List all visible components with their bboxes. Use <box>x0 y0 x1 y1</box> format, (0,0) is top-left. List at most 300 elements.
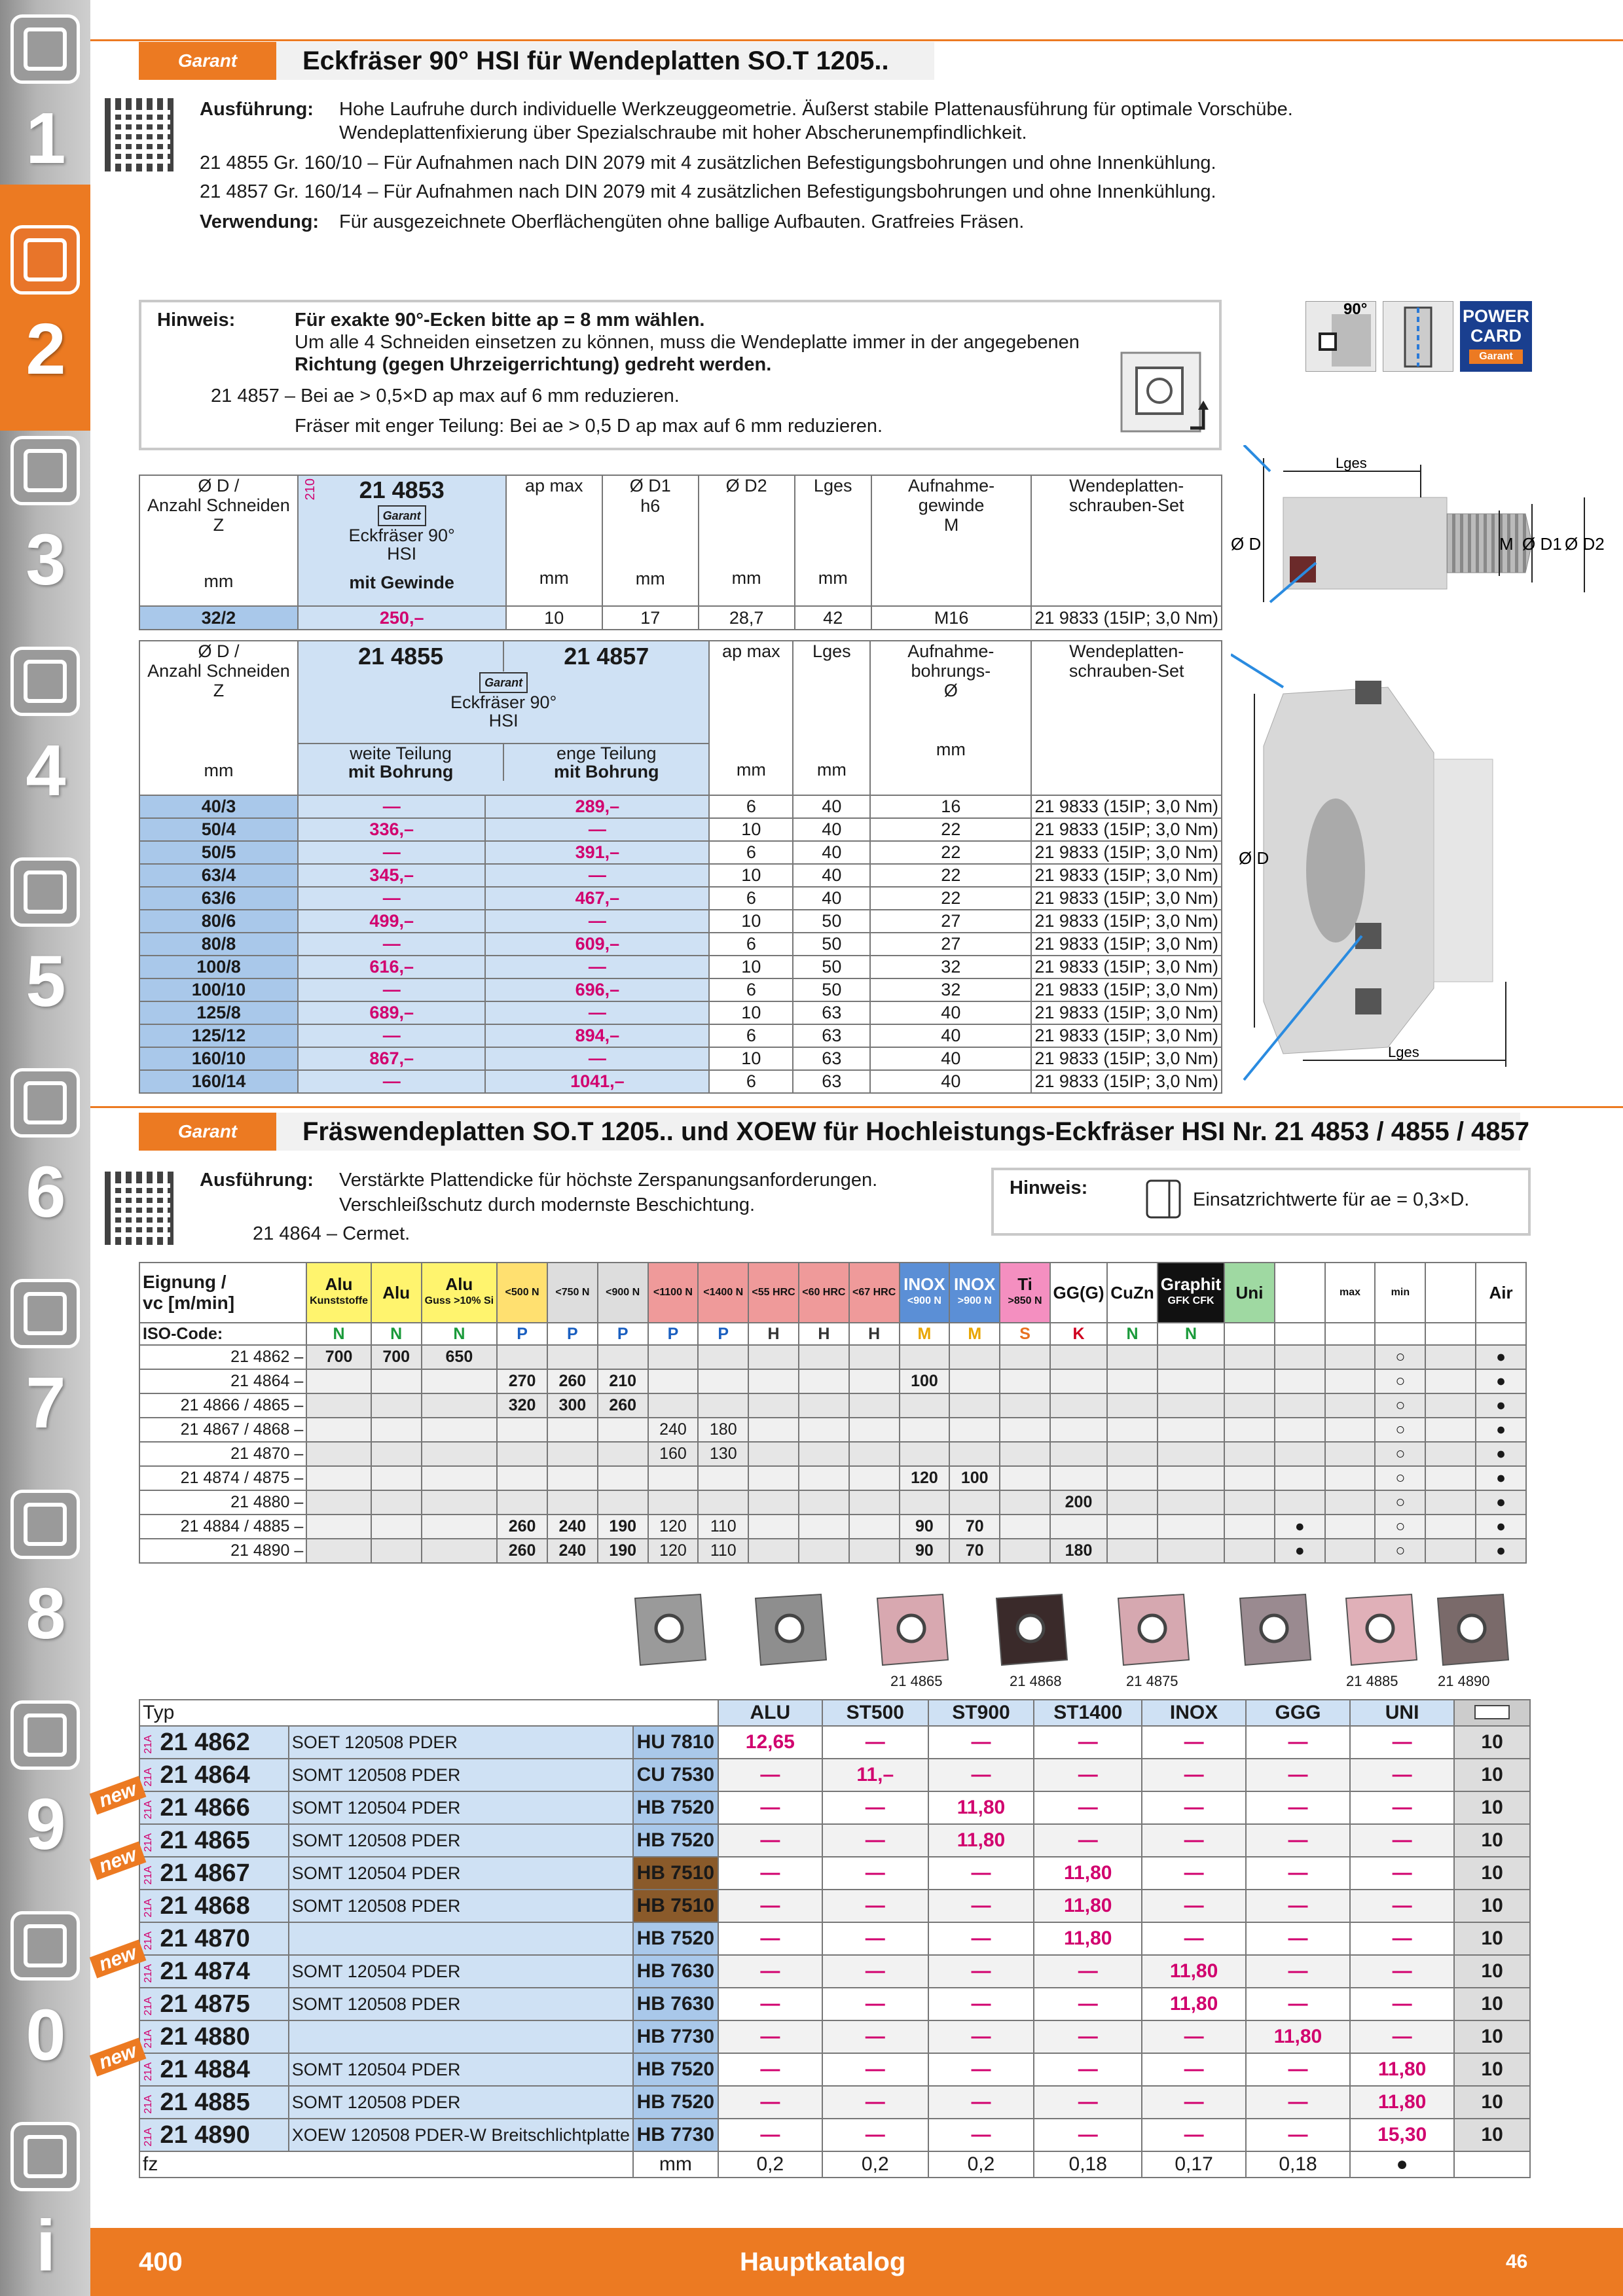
ausf-label: Ausführung: <box>200 99 314 120</box>
h-sub-eng: mit Bohrung <box>554 762 659 781</box>
cut-cell <box>306 1442 371 1466</box>
cut-cell <box>422 1393 498 1418</box>
iso-code: N <box>371 1323 422 1345</box>
cut-cell: ● <box>1476 1515 1526 1539</box>
table-row <box>139 1001 1222 1024</box>
power-card-badge[interactable] <box>1460 301 1532 372</box>
insert-price: — <box>1034 1955 1142 1988</box>
insert-price: — <box>1350 1726 1454 1759</box>
table-row <box>139 1393 1526 1418</box>
pack-icon-head <box>1454 1700 1530 1726</box>
insert-article: 21 4875 <box>160 1990 250 2018</box>
cut-cell <box>648 1369 699 1393</box>
cut-cell <box>849 1539 900 1563</box>
pack-qty: 10 <box>1454 1726 1530 1759</box>
t2-cell: 21 9833 (15IP; 3,0 Nm) <box>1031 933 1222 956</box>
cut-cell: ● <box>1476 1539 1526 1563</box>
cut-cell <box>371 1393 422 1418</box>
h-wp1: Wendeplatten- <box>1069 476 1184 495</box>
chapter-tab-2[interactable] <box>10 436 80 505</box>
t2-h-mm: mm <box>204 761 234 780</box>
insert-price: — <box>1142 1857 1246 1890</box>
table-row <box>139 1345 1526 1369</box>
badge-power-text: POWER <box>1462 306 1529 326</box>
section1-title: Eckfräser 90° HSI für Wendeplatten SO.T 1205.. <box>302 46 889 75</box>
fz-value: 0,2 <box>822 2151 928 2178</box>
insert-grade: HB 7510 <box>633 1857 718 1890</box>
cut-cell <box>1325 1345 1376 1369</box>
t1-cell: 42 <box>795 606 871 630</box>
iso-code <box>1325 1323 1376 1345</box>
cut-cell <box>1000 1466 1050 1490</box>
cut-col-sub: min <box>1391 1287 1410 1298</box>
cut-col-head <box>1050 1263 1107 1323</box>
t2-cell: — <box>298 841 485 864</box>
cut-col-head <box>1476 1263 1526 1323</box>
t2-cell: 894,– <box>485 1024 709 1047</box>
cut-cell: 120 <box>900 1466 950 1490</box>
rotation-direction-icon <box>1118 350 1210 441</box>
insert-price: 11,– <box>822 1759 928 1791</box>
price-code: 21A <box>143 2128 154 2147</box>
t2-cell: 16 <box>870 795 1031 818</box>
insert-label: 21 4875 <box>1126 1673 1178 1689</box>
iso-code: N <box>306 1323 371 1345</box>
insert-label: 21 4865 <box>890 1673 943 1689</box>
t2-cell: 50/4 <box>139 818 298 841</box>
insert-price: — <box>1142 2053 1246 2086</box>
t2-cell: 696,– <box>485 978 709 1001</box>
badge-card-text: CARD <box>1470 326 1522 346</box>
pack-qty: 10 <box>1454 2020 1530 2053</box>
grade-col-head: INOX <box>1142 1700 1246 1726</box>
header-line <box>90 39 1623 41</box>
table-row <box>139 1824 1530 1857</box>
t2-cell: 22 <box>870 818 1031 841</box>
cut-cell <box>1425 1345 1476 1369</box>
cut-cell <box>1050 1515 1107 1539</box>
cut-cell <box>698 1466 748 1490</box>
t2-cell: 6 <box>709 978 793 1001</box>
cut-cell <box>648 1345 699 1369</box>
cut-cell <box>900 1345 950 1369</box>
t2-cell: 50 <box>793 956 870 978</box>
t2-cell: 80/6 <box>139 910 298 933</box>
insert-grade: HB 7520 <box>633 2053 718 2086</box>
cut-cell <box>949 1345 1000 1369</box>
insert-price: — <box>1350 1955 1454 1988</box>
t2-cell: 6 <box>709 933 793 956</box>
t2-cell: — <box>298 1070 485 1093</box>
cut-cell <box>422 1442 498 1466</box>
cut-cell <box>1325 1539 1376 1563</box>
table-row <box>139 1890 1530 1922</box>
price-code: 21A <box>143 2062 154 2081</box>
t2-cell: 21 9833 (15IP; 3,0 Nm) <box>1031 818 1222 841</box>
cut-cell <box>1325 1418 1376 1442</box>
insert-price: — <box>822 1955 928 1988</box>
cut-col-title: Graphit <box>1160 1274 1222 1294</box>
cut-cell <box>849 1442 900 1466</box>
insert-article: 21 4884 <box>160 2055 250 2083</box>
ausf2-label: Ausführung: <box>200 1170 314 1191</box>
cut-cell <box>371 1369 422 1393</box>
grade-col-head: GGG <box>1246 1700 1350 1726</box>
dim-d2: Ø D2 <box>1565 534 1605 554</box>
t2-h-anz: Anzahl Schneiden <box>147 661 290 681</box>
t2-h-mm3: mm <box>816 760 847 780</box>
cut-cell <box>1107 1369 1158 1393</box>
cut-cell: 240 <box>547 1539 598 1563</box>
chapter-tab-9[interactable] <box>10 1911 80 1981</box>
cut-cell: ○ <box>1375 1369 1425 1393</box>
table-row <box>139 1922 1530 1955</box>
cut-col-title: CuZn <box>1110 1283 1154 1302</box>
cut-col-head <box>371 1263 422 1323</box>
chapter-tab-1[interactable] <box>10 225 80 295</box>
package-icon <box>1472 1700 1512 1720</box>
table-row <box>139 1070 1222 1093</box>
t2-h-wp2: schrauben-Set <box>1068 661 1184 681</box>
insert-article: 21 4874 <box>160 1957 250 1985</box>
chapter-tab-4[interactable] <box>10 857 80 927</box>
cut-cell <box>698 1369 748 1393</box>
cut-cell <box>306 1490 371 1515</box>
insert-designation: XOEW 120508 PDER-W Breitschlichtplatte <box>289 2119 633 2151</box>
t2-cell: 125/12 <box>139 1024 298 1047</box>
cut-cell: 120 <box>648 1515 699 1539</box>
cut-cell <box>1325 1490 1376 1515</box>
table-row <box>139 1369 1526 1393</box>
cut-col-sub: >900 N <box>957 1295 992 1306</box>
cut-cell <box>306 1418 371 1442</box>
cut-col-head <box>422 1263 498 1323</box>
cut-cell: 130 <box>698 1442 748 1466</box>
t2-cell: 10 <box>709 864 793 887</box>
cut-h1: Eignung / <box>143 1272 227 1292</box>
cut-cell <box>949 1490 1000 1515</box>
table-row <box>139 910 1222 933</box>
cut-cell: 260 <box>497 1515 547 1539</box>
cut-cell <box>497 1418 547 1442</box>
verw-text: Für ausgezeichnete Oberflächengüten ohne ballige Aufbauten. Gratfreies Fräsen. <box>339 211 1025 232</box>
insert-grade: HB 7510 <box>633 1890 718 1922</box>
insert-designation: SOMT 120508 PDER <box>289 1890 633 1922</box>
t2-cell: — <box>485 818 709 841</box>
chapter-number: 2 <box>26 309 66 389</box>
ausf-line1: Hohe Laufruhe durch individuelle Werkzeuggeometrie. Äußerst stabile Plattenausführung für optimale Vorschübe. <box>339 99 1293 120</box>
insert-price: — <box>928 1890 1034 1922</box>
cut-cell: 100 <box>949 1466 1000 1490</box>
insert-price: — <box>718 1791 822 1824</box>
iso-code: P <box>648 1323 699 1345</box>
cut-cell: ○ <box>1375 1539 1425 1563</box>
t2-cell: 6 <box>709 841 793 864</box>
h-aufn2: gewinde <box>918 495 985 515</box>
t2-cell: 467,– <box>485 887 709 910</box>
chapter-tab-10[interactable] <box>10 2122 80 2191</box>
cut-col-sub: <750 N <box>555 1287 590 1298</box>
cut-cell <box>748 1369 799 1393</box>
h-mm4: mm <box>731 568 761 588</box>
insert-price: — <box>718 2020 822 2053</box>
cut-cell <box>1050 1393 1107 1418</box>
t2-h-type1: Eckfräser 90° <box>450 692 557 712</box>
insert-price: — <box>1142 1922 1246 1955</box>
t2-cell: 21 9833 (15IP; 3,0 Nm) <box>1031 1024 1222 1047</box>
cut-cell <box>1000 1515 1050 1539</box>
insert-label: 21 4890 <box>1438 1673 1490 1689</box>
cut-cell <box>1224 1539 1275 1563</box>
cut-col-head <box>547 1263 598 1323</box>
table-row <box>139 1791 1530 1824</box>
cut-col-head <box>497 1263 547 1323</box>
cut-cell: 270 <box>497 1369 547 1393</box>
cut-cell: ● <box>1476 1345 1526 1369</box>
insert-price: 11,80 <box>1246 2020 1350 2053</box>
cut-cell <box>1275 1393 1325 1418</box>
cut-cell: ● <box>1476 1418 1526 1442</box>
insert-price: — <box>928 1857 1034 1890</box>
t2-cell: 867,– <box>298 1047 485 1070</box>
cut-cell <box>748 1490 799 1515</box>
cut-cell: 240 <box>648 1418 699 1442</box>
insert-article: 21 4867 <box>160 1859 250 1887</box>
pack-qty: 10 <box>1454 2119 1530 2151</box>
chapter-tab-5[interactable] <box>10 1068 80 1138</box>
cut-cell: ● <box>1476 1490 1526 1515</box>
cut-col-sub: <55 HRC <box>752 1287 795 1298</box>
t2-cell: 40/3 <box>139 795 298 818</box>
table-row <box>139 1024 1222 1047</box>
cut-cell <box>1158 1490 1224 1515</box>
insert-grade: HU 7810 <box>633 1726 718 1759</box>
table-row <box>139 1759 1530 1791</box>
table-214855-214857 <box>139 640 1222 1094</box>
t2-cell: 21 9833 (15IP; 3,0 Nm) <box>1031 978 1222 1001</box>
cut-cell <box>371 1466 422 1490</box>
cut-cell: 260 <box>547 1369 598 1393</box>
insert-price: 11,80 <box>1350 2086 1454 2119</box>
new-badge: new <box>90 1841 147 1880</box>
price-code: 21A <box>143 1866 154 1885</box>
table-row <box>139 1988 1530 2020</box>
t2-cell: 1041,– <box>485 1070 709 1093</box>
cut-cell <box>698 1345 748 1369</box>
iso-code: P <box>497 1323 547 1345</box>
chapter-tab-3[interactable] <box>10 647 80 716</box>
cut-cell <box>1000 1393 1050 1418</box>
t2-cell: — <box>298 978 485 1001</box>
insert-photo <box>629 1589 710 1670</box>
h-art-214857: 21 4857 <box>564 643 649 670</box>
iso-code: P <box>598 1323 648 1345</box>
iso-code: P <box>698 1323 748 1345</box>
t2-cell: 21 9833 (15IP; 3,0 Nm) <box>1031 910 1222 933</box>
cut-cell <box>799 1442 849 1466</box>
iso-code <box>1425 1323 1476 1345</box>
cut-cell <box>1107 1466 1158 1490</box>
cut-cell <box>1158 1466 1224 1490</box>
t2-cell: 689,– <box>298 1001 485 1024</box>
cut-cell <box>371 1539 422 1563</box>
cut-cell <box>598 1490 648 1515</box>
insert-designation <box>289 2020 633 2053</box>
t2-cell: 22 <box>870 864 1031 887</box>
cut-cell <box>1158 1515 1224 1539</box>
cut-row-id: 21 4880 – <box>139 1490 306 1515</box>
insert-price: — <box>1246 1988 1350 2020</box>
cut-cell <box>849 1369 900 1393</box>
h-wp2: schrauben-Set <box>1068 495 1184 515</box>
insert-photo <box>871 1589 952 1670</box>
insert-price: 11,80 <box>928 1824 1034 1857</box>
insert-article: 21 4880 <box>160 2022 250 2051</box>
insert-article: 21 4885 <box>160 2088 250 2116</box>
cut-cell <box>748 1393 799 1418</box>
ausf-line2: Wendeplattenfixierung über Spezialschraube mit hoher Abscherunempfindlichkeit. <box>339 122 1027 143</box>
chapter-number: 9 <box>26 1784 66 1865</box>
insert-designation: SOMT 120508 PDER <box>289 1759 633 1791</box>
cut-cell <box>849 1515 900 1539</box>
chapter-tab-0[interactable] <box>10 14 80 84</box>
iso-code: H <box>849 1323 900 1345</box>
h-art-214855: 21 4855 <box>299 641 504 672</box>
cut-cell <box>422 1490 498 1515</box>
cut-cell: 190 <box>598 1539 648 1563</box>
cut-cell: ○ <box>1375 1393 1425 1418</box>
t2-cell: 27 <box>870 933 1031 956</box>
insert-price: — <box>1034 2020 1142 2053</box>
inserts-table <box>139 1699 1531 2178</box>
cut-col-head <box>799 1263 849 1323</box>
t2-cell: — <box>485 1001 709 1024</box>
chapter-number: 7 <box>26 1363 66 1443</box>
insert-price: 11,80 <box>1350 2053 1454 2086</box>
cut-col-head <box>1158 1263 1224 1323</box>
verw-label: Verwendung: <box>200 211 319 232</box>
cut-cell: 110 <box>698 1539 748 1563</box>
cut-cell <box>1224 1418 1275 1442</box>
insert-article: 21 4870 <box>160 1924 250 1952</box>
cut-cell <box>1107 1345 1158 1369</box>
insert-article: 21 4862 <box>160 1728 250 1756</box>
cut-cell <box>1000 1539 1050 1563</box>
insert-price: — <box>1246 2086 1350 2119</box>
pack-qty: 10 <box>1454 2086 1530 2119</box>
cut-cell: 700 <box>371 1345 422 1369</box>
iso-code: N <box>1107 1323 1158 1345</box>
cut-col-head <box>1224 1263 1275 1323</box>
cut-cell: ○ <box>1375 1490 1425 1515</box>
cut-cell <box>422 1466 498 1490</box>
cut-cell: ● <box>1476 1466 1526 1490</box>
insert-price: — <box>1246 2053 1350 2086</box>
t2-h-type2: HSI <box>488 711 519 730</box>
cut-cell <box>1425 1515 1476 1539</box>
cut-cell <box>949 1418 1000 1442</box>
insert-price: — <box>1034 1791 1142 1824</box>
t2-cell: 40 <box>793 841 870 864</box>
cut-cell <box>1325 1515 1376 1539</box>
cut-cell <box>1275 1418 1325 1442</box>
corner-90-icon <box>1305 301 1376 372</box>
cut-row-id: 21 4866 / 4865 – <box>139 1393 306 1418</box>
t2-cell: 125/8 <box>139 1001 298 1024</box>
t2-cell: 50 <box>793 933 870 956</box>
cut-cell <box>849 1418 900 1442</box>
chapter-tab-6[interactable] <box>10 1279 80 1348</box>
t2-cell: 32 <box>870 978 1031 1001</box>
cut-cell <box>1107 1515 1158 1539</box>
table-row <box>139 795 1222 818</box>
dim-d1: Ø D1 <box>1522 534 1562 554</box>
insert-price: — <box>928 2086 1034 2119</box>
cut-cell <box>648 1466 699 1490</box>
insert-photo <box>1431 1589 1512 1670</box>
cut-col-sub: Guss >10% Si <box>424 1295 494 1306</box>
cut-cell <box>799 1393 849 1418</box>
t2-cell: 345,– <box>298 864 485 887</box>
iso-code: P <box>547 1323 598 1345</box>
t2-cell: 21 9833 (15IP; 3,0 Nm) <box>1031 1070 1222 1093</box>
table-row <box>139 1442 1526 1466</box>
insert-price: — <box>1142 1726 1246 1759</box>
t2-cell: 40 <box>793 818 870 841</box>
cut-h2: vc [m/min] <box>143 1293 235 1313</box>
cut-cell <box>1224 1515 1275 1539</box>
insert-price: — <box>822 2119 928 2151</box>
qr-code-2[interactable] <box>105 1172 178 1245</box>
t2-h-ap: ap max <box>722 641 780 661</box>
t2-h-aufn1: Aufnahme- <box>907 641 994 661</box>
h-weit: weite Teilung <box>350 744 452 763</box>
cut-cell <box>1224 1466 1275 1490</box>
chapter-tab-8[interactable] <box>10 1700 80 1770</box>
hint-box-2 <box>991 1168 1531 1236</box>
cut-cell <box>748 1418 799 1442</box>
insert-price: — <box>1142 1759 1246 1791</box>
t2-cell: — <box>298 887 485 910</box>
insert-price: — <box>1034 1824 1142 1857</box>
table-row <box>139 1857 1530 1890</box>
fz-value: 0,17 <box>1142 2151 1246 2178</box>
cut-cell <box>1224 1442 1275 1466</box>
cut-cell <box>1000 1369 1050 1393</box>
cut-cell: 90 <box>900 1539 950 1563</box>
dim2-d: Ø D <box>1239 848 1269 868</box>
cut-cell <box>1425 1369 1476 1393</box>
qr-code[interactable] <box>105 98 178 171</box>
cut-cell <box>1158 1539 1224 1563</box>
cut-cell: 110 <box>698 1515 748 1539</box>
price-code: 21A <box>143 1931 154 1950</box>
insert-photo <box>1112 1589 1193 1670</box>
insert-price: — <box>1034 2086 1142 2119</box>
chapter-number: 4 <box>26 730 66 811</box>
t2-cell: 10 <box>709 910 793 933</box>
t2-cell: 21 9833 (15IP; 3,0 Nm) <box>1031 956 1222 978</box>
h-d2: Ø D2 <box>725 476 767 495</box>
cut-cell <box>1158 1345 1224 1369</box>
table-row <box>139 1418 1526 1442</box>
section2-title: Fräswendeplatten SO.T 1205.. und XOEW für Hochleistungs-Eckfräser HSI Nr. 21 4853 / 4855 / 4857 <box>302 1117 1530 1146</box>
cut-cell <box>422 1515 498 1539</box>
t2-cell: — <box>298 795 485 818</box>
cut-cell <box>547 1442 598 1466</box>
chapter-tab-7[interactable] <box>10 1490 80 1559</box>
drawing-shell-mill-thread <box>1224 445 1611 615</box>
